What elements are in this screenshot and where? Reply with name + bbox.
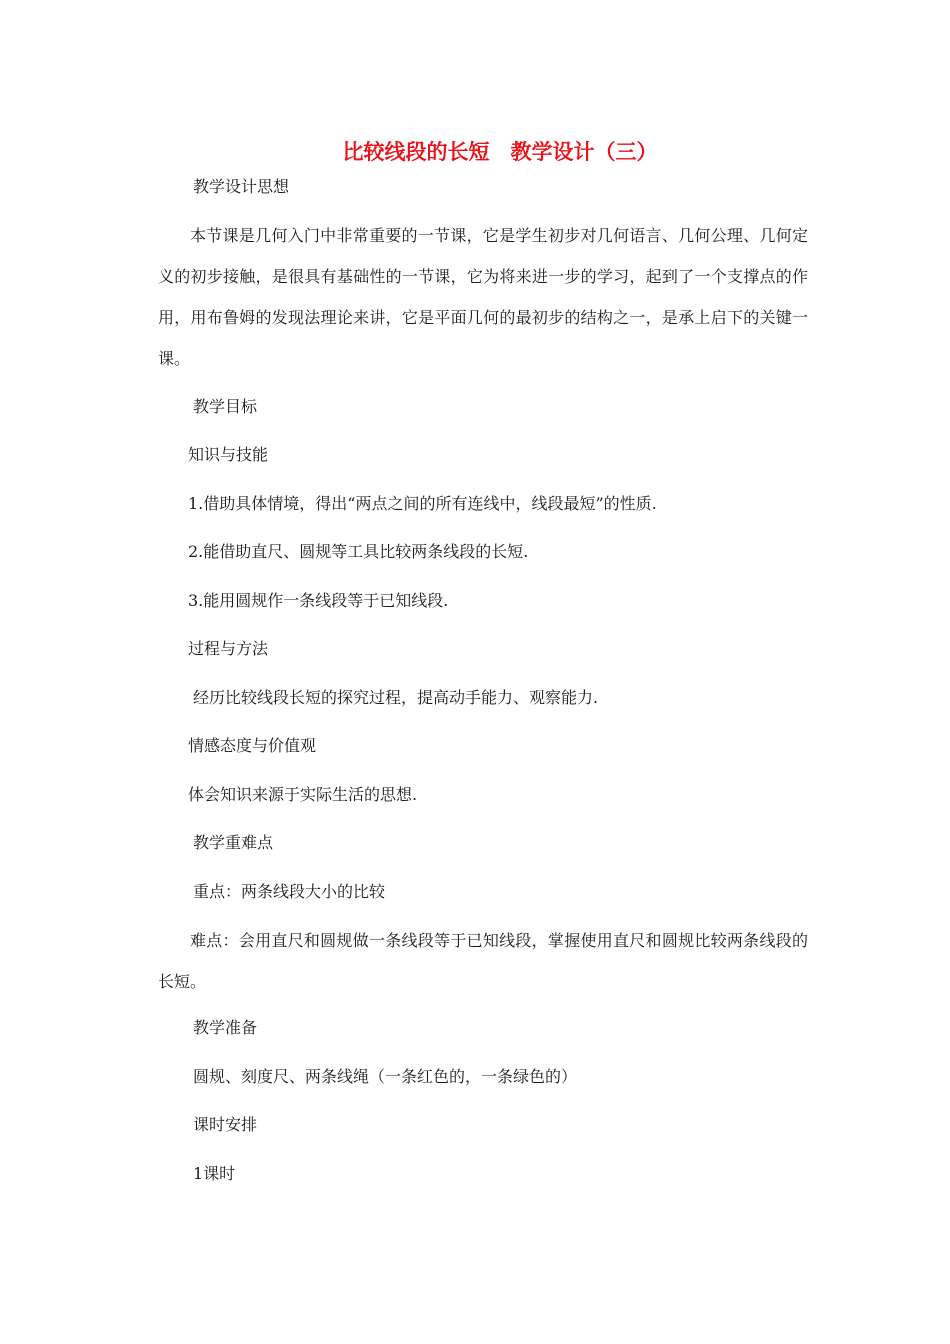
design-idea-paragraph: 本节课是几何入门中非常重要的一节课，它是学生初步对几何语言、几何公理、几何定义的初步接触，是很具有基础性的一节课，它为将来进一步的学习，起到了一个支撑点的作用，用布鲁姆的发现法理论来讲，它是平面几何的最初步的结构之一，是承上启下的关键一课。 <box>158 226 808 368</box>
difficult-point: 难点：会用直尺和圆规做一条线段等于已知线段，掌握使用直尺和圆规比较两条线段的长短。 <box>158 931 808 991</box>
document-title: 比较线段的长短 教学设计（三） <box>342 139 658 164</box>
knowledge-item-1: 1.借助具体情境，得出“两点之间的所有连线中，线段最短”的性质. <box>188 494 657 513</box>
schedule-body: 1课时 <box>193 1164 236 1183</box>
goals-heading: 教学目标 <box>193 397 258 416</box>
attitude-body: 体会知识来源于实际生活的思想. <box>188 785 418 804</box>
schedule-heading: 课时安排 <box>193 1115 258 1134</box>
process-heading: 过程与方法 <box>188 639 269 658</box>
design-idea-heading: 教学设计思想 <box>193 177 290 196</box>
preparation-body: 圆规、刻度尺、两条线绳（一条红色的，一条绿色的） <box>193 1067 578 1086</box>
attitude-heading: 情感态度与价值观 <box>188 736 317 755</box>
preparation-heading: 教学准备 <box>193 1018 258 1037</box>
knowledge-heading: 知识与技能 <box>188 445 269 464</box>
knowledge-item-3: 3.能用圆规作一条线段等于已知线段. <box>188 591 449 610</box>
process-body: 经历比较线段长短的探究过程，提高动手能力、观察能力. <box>193 688 599 707</box>
key-points-heading: 教学重难点 <box>193 833 274 852</box>
key-point: 重点：两条线段大小的比较 <box>193 882 386 901</box>
knowledge-item-2: 2.能借助直尺、圆规等工具比较两条线段的长短. <box>188 542 529 561</box>
